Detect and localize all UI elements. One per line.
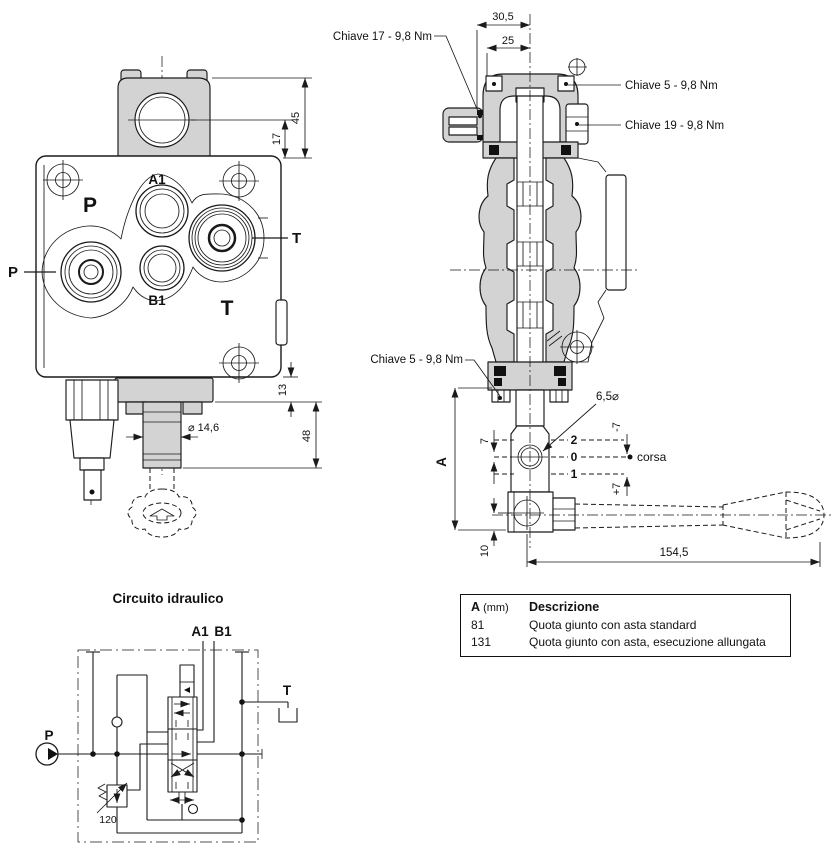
callout-chiave19-label: Chiave 19 - 9,8 Nm — [625, 120, 725, 132]
table-row — [461, 617, 790, 634]
dim-45-label: 45 — [290, 111, 302, 125]
lever-length-dimension — [527, 534, 820, 567]
callout-chiave17-label: Chiave 17 - 9,8 Nm — [332, 31, 432, 43]
position-0-label: 0 — [570, 450, 578, 464]
valve-body-front — [36, 156, 287, 383]
relief-setting-label: 120 — [99, 814, 117, 826]
port-b1-label: B1 — [148, 293, 166, 308]
port-a1-label: A1 — [148, 172, 166, 187]
port-p-label: P — [82, 194, 98, 217]
table-cell-a-value: 81 — [471, 618, 485, 632]
circuit-t-label: T — [282, 683, 292, 698]
spec-table — [460, 594, 791, 657]
corsa-label: corsa — [637, 450, 667, 464]
dim-plus7-label: +7 — [611, 482, 623, 496]
table-header-a-unit: (mm) — [483, 602, 509, 614]
dim-305-label: 30,5 — [492, 11, 514, 23]
dim-13-label: 13 — [277, 383, 289, 397]
hydraulic-circuit — [36, 591, 297, 842]
external-p-label: P — [8, 264, 19, 281]
cap-section — [443, 58, 588, 158]
table-header-descrizione: Descrizione — [529, 600, 600, 614]
dim-A-label: A — [434, 457, 449, 467]
position-2-label: 2 — [570, 433, 578, 447]
stroke-marks — [479, 422, 667, 496]
rod-end — [508, 390, 824, 538]
hand-knob-outline — [128, 489, 196, 537]
relief-cap — [118, 70, 210, 158]
dim-25-label: 25 — [501, 35, 515, 47]
dim-17-label: 17 — [271, 132, 283, 146]
a-dimension — [434, 388, 512, 557]
spec-table-header-row — [461, 599, 790, 617]
table-row — [461, 634, 790, 651]
position-1-label: 1 — [570, 467, 578, 481]
dim-minus7-label: -7 — [611, 422, 623, 432]
external-t-label: T — [292, 230, 302, 247]
dim-1545-label: 154,5 — [659, 547, 689, 559]
callout-chiave5-bottom-label: Chiave 5 - 9,8 Nm — [370, 354, 463, 366]
port-t-label: T — [220, 297, 234, 320]
section-view — [333, 11, 833, 567]
table-header-a: A — [471, 600, 480, 614]
dim-10-label: 10 — [479, 544, 491, 558]
table-cell-description: Quota giunto con asta standard — [529, 618, 697, 632]
dim-48-label: 48 — [301, 429, 313, 443]
circuit-a1-label: A1 — [191, 624, 209, 639]
table-cell-description: Quota giunto con asta, esecuzione allungata — [529, 635, 766, 649]
spool-lower-end — [115, 378, 213, 537]
callout-hole-label: 6,5⌀ — [596, 391, 619, 403]
table-cell-a-value: 131 — [471, 635, 492, 649]
body-section-walls — [479, 158, 626, 364]
front-view — [8, 56, 322, 537]
dim-rod-diameter-label: ⌀ 14,6 — [188, 422, 220, 434]
detent-knob — [66, 380, 118, 500]
directional-valve-symbol — [147, 665, 242, 820]
circuit-b1-label: B1 — [214, 624, 232, 639]
circuit-p-label: P — [44, 728, 54, 743]
callout-chiave5-top-label: Chiave 5 - 9,8 Nm — [625, 80, 718, 92]
dim-7-label: 7 — [479, 437, 491, 445]
circuit-title: Circuito idraulico — [112, 591, 224, 606]
